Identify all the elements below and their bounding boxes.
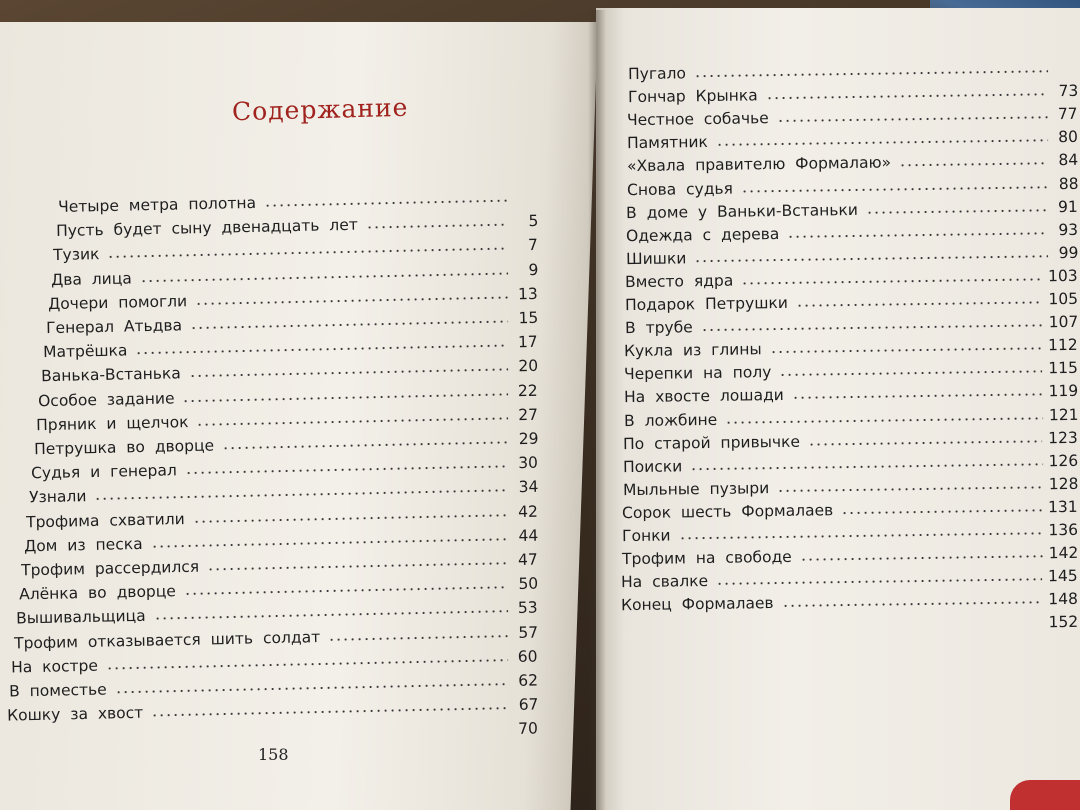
toc-entry-page: 42 xyxy=(518,502,539,521)
toc-entry-title: Снова судья xyxy=(626,179,733,199)
toc-entry-title: Мыльные пузыри xyxy=(622,478,769,499)
toc-entry-page: 22 xyxy=(518,381,539,400)
toc-entry-page: 70 xyxy=(518,719,539,739)
toc-leader-dots xyxy=(765,93,1048,99)
toc-entry-page: 73 xyxy=(1058,81,1079,101)
toc-entry-title: Дочери помогли xyxy=(48,292,188,313)
toc-leader-dots xyxy=(899,163,1048,167)
toc-entry-title: Черепки на полу xyxy=(624,363,772,384)
toc-entry-title: Гончар Крынка xyxy=(627,86,758,107)
toc-entry-page: 47 xyxy=(518,550,539,569)
toc-entry-title: Генерал Атьдва xyxy=(45,316,182,338)
toc-entry-page: 119 xyxy=(1048,382,1079,401)
toc-leader-dots xyxy=(808,440,1042,445)
toc-leader-dots xyxy=(799,555,1042,560)
toc-leader-dots xyxy=(842,509,1043,514)
toc-leader-dots xyxy=(866,209,1048,214)
toc-leader-dots xyxy=(222,441,508,449)
book-gutter xyxy=(588,10,606,810)
toc-entry-page: 44 xyxy=(518,526,539,545)
toc-entry-title: Поиски xyxy=(622,457,683,476)
toc-leader-dots xyxy=(742,278,1043,284)
toc-entry-page: 77 xyxy=(1058,105,1079,124)
toc-entry-title: В ложбине xyxy=(623,410,717,430)
toc-entry-title: Подарок Петрушки xyxy=(624,293,789,315)
toc-entry-title: Судья и генерал xyxy=(30,461,178,483)
toc-entry-title: В трубе xyxy=(624,318,693,338)
toc-entry-page: 5 xyxy=(527,212,539,231)
toc-entry-page: 57 xyxy=(518,623,539,642)
toc-leader-dots xyxy=(777,116,1048,122)
toc-entry-title: В поместье xyxy=(8,680,107,701)
red-object xyxy=(1010,780,1080,810)
toc-entry-title: Вышивальщица xyxy=(16,607,147,628)
toc-entry-page: 131 xyxy=(1048,497,1079,517)
toc-leader-dots xyxy=(792,394,1043,400)
toc-entry-title: По старой привычке xyxy=(623,432,801,453)
toc-entry-page: 103 xyxy=(1048,266,1079,286)
toc-entry-page: 115 xyxy=(1048,359,1079,378)
toc-entry-page: 30 xyxy=(518,453,539,473)
toc-entry-title: Ванька-Встанька xyxy=(40,364,181,386)
toc-leader-dots xyxy=(779,371,1042,377)
toc-entry-title: Два лица xyxy=(50,269,132,289)
toc-entry-title: Конец Формалаев xyxy=(621,594,774,615)
toc-entry-page: 123 xyxy=(1048,428,1079,447)
toc-leader-dots xyxy=(782,602,1043,608)
toc-entry-page: 148 xyxy=(1048,590,1079,609)
toc-leader-dots xyxy=(777,486,1043,492)
toc-entry-title: Дом из песка xyxy=(23,534,143,556)
toc-entry-title: Честное собачье xyxy=(627,109,770,130)
toc-entry-page: 15 xyxy=(518,308,539,328)
toc-entry-title: На костре xyxy=(11,656,99,677)
toc-leader-dots xyxy=(690,463,1042,470)
toc-entry-title: Гонки xyxy=(621,526,671,546)
toc-entry-title: Одежда с дерева xyxy=(625,224,780,245)
toc-entry-page: 67 xyxy=(518,695,539,715)
toc-entry-title: Трофим на свободе xyxy=(621,547,792,569)
toc-entry-title: На хвосте лошади xyxy=(623,386,784,407)
toc-entry-title: На свалке xyxy=(621,572,709,592)
toc-entry-title: Петрушка во дворце xyxy=(33,436,214,459)
toc-entry-title: Памятник xyxy=(627,133,709,153)
page-number: 158 xyxy=(258,745,289,764)
toc-entry-title: Особое задание xyxy=(38,388,176,410)
toc-entry-page: 20 xyxy=(518,357,539,376)
toc-leader-dots xyxy=(787,232,1048,238)
toc-entry-title: «Хвала правителю Формалаю» xyxy=(626,153,891,176)
toc-entry-page: 136 xyxy=(1048,520,1079,540)
toc-leader-dots xyxy=(725,417,1043,423)
toc-entry-title: Четыре метра полотна xyxy=(57,193,257,217)
toc-entry-title: Шишки xyxy=(625,249,687,268)
toc-leader-dots xyxy=(189,369,508,378)
toc-entry-page: 34 xyxy=(518,478,539,497)
toc-leader-dots xyxy=(193,514,508,523)
toc-entry-page: 53 xyxy=(518,598,539,618)
toc-entry-title: Трофим отказывается шить солдат xyxy=(13,627,321,653)
toc-entry-page: 128 xyxy=(1048,474,1079,494)
toc-entry-title: Вместо ядра xyxy=(625,271,734,292)
toc-entry-page: 88 xyxy=(1058,174,1079,193)
toc-entry-title: Пусть будет сыну двенадцать лет xyxy=(55,215,358,241)
toc-entry-page: 145 xyxy=(1048,567,1079,586)
toc-entry-title: Трофима схватили xyxy=(26,509,186,531)
toc-entry-page: 7 xyxy=(527,236,539,255)
toc-entry-page: 80 xyxy=(1058,128,1079,147)
toc-entry-title: Пряник и щелчок xyxy=(35,412,189,435)
toc-entry-title: Тузик xyxy=(53,245,100,265)
toc-entry-page: 112 xyxy=(1048,336,1079,355)
toc-leader-dots xyxy=(796,301,1043,306)
toc-entry-page: 99 xyxy=(1058,243,1079,262)
toc-entry-page: 107 xyxy=(1048,312,1079,332)
toc-entry-title: Алёнка во дворце xyxy=(18,582,176,604)
toc-entry-title: Узнали xyxy=(28,487,87,507)
toc-leader-dots xyxy=(328,635,508,641)
toc-entry-title: Трофим рассердился xyxy=(21,557,200,580)
toc-entry-title: Кошку за хвост xyxy=(6,703,143,725)
toc-entry-page: 13 xyxy=(518,284,539,304)
toc-entry-page: 50 xyxy=(518,574,539,594)
toc-entry-page: 29 xyxy=(518,429,539,449)
toc-entry-page: 93 xyxy=(1058,220,1079,239)
toc-entry-page: 126 xyxy=(1048,451,1079,470)
toc-entry-title: Матрёшка xyxy=(43,341,128,362)
toc-entry-page: 142 xyxy=(1048,543,1079,563)
toc-leader-dots xyxy=(740,186,1048,192)
toc-entry-title: Сорок шесть Формалаев xyxy=(622,501,834,523)
toc-leader-dots xyxy=(694,255,1048,262)
toc-entry-page: 9 xyxy=(527,260,539,279)
toc-entry-title: Кукла из глины xyxy=(624,340,763,361)
toc-entry-page: 105 xyxy=(1048,289,1079,309)
toc-entry-page: 62 xyxy=(518,671,539,690)
toc-entry-page: 152 xyxy=(1048,613,1079,632)
toc-entry-page: 91 xyxy=(1058,197,1079,216)
toc-leader-dots xyxy=(770,348,1042,354)
toc-leader-dots xyxy=(365,224,508,229)
toc-entry-page: 60 xyxy=(518,647,539,666)
toc-entry-page: 84 xyxy=(1058,151,1079,170)
page-title: Содержание xyxy=(231,92,409,127)
toc-entry-page: 17 xyxy=(518,333,539,352)
toc-entry-page: 27 xyxy=(518,405,539,424)
toc-leader-dots xyxy=(264,200,508,207)
toc-entry-title: Пугало xyxy=(627,64,687,84)
toc-entry-page: 121 xyxy=(1048,405,1079,424)
toc-entry-title: В доме у Ваньки-Встаньки xyxy=(626,200,859,222)
